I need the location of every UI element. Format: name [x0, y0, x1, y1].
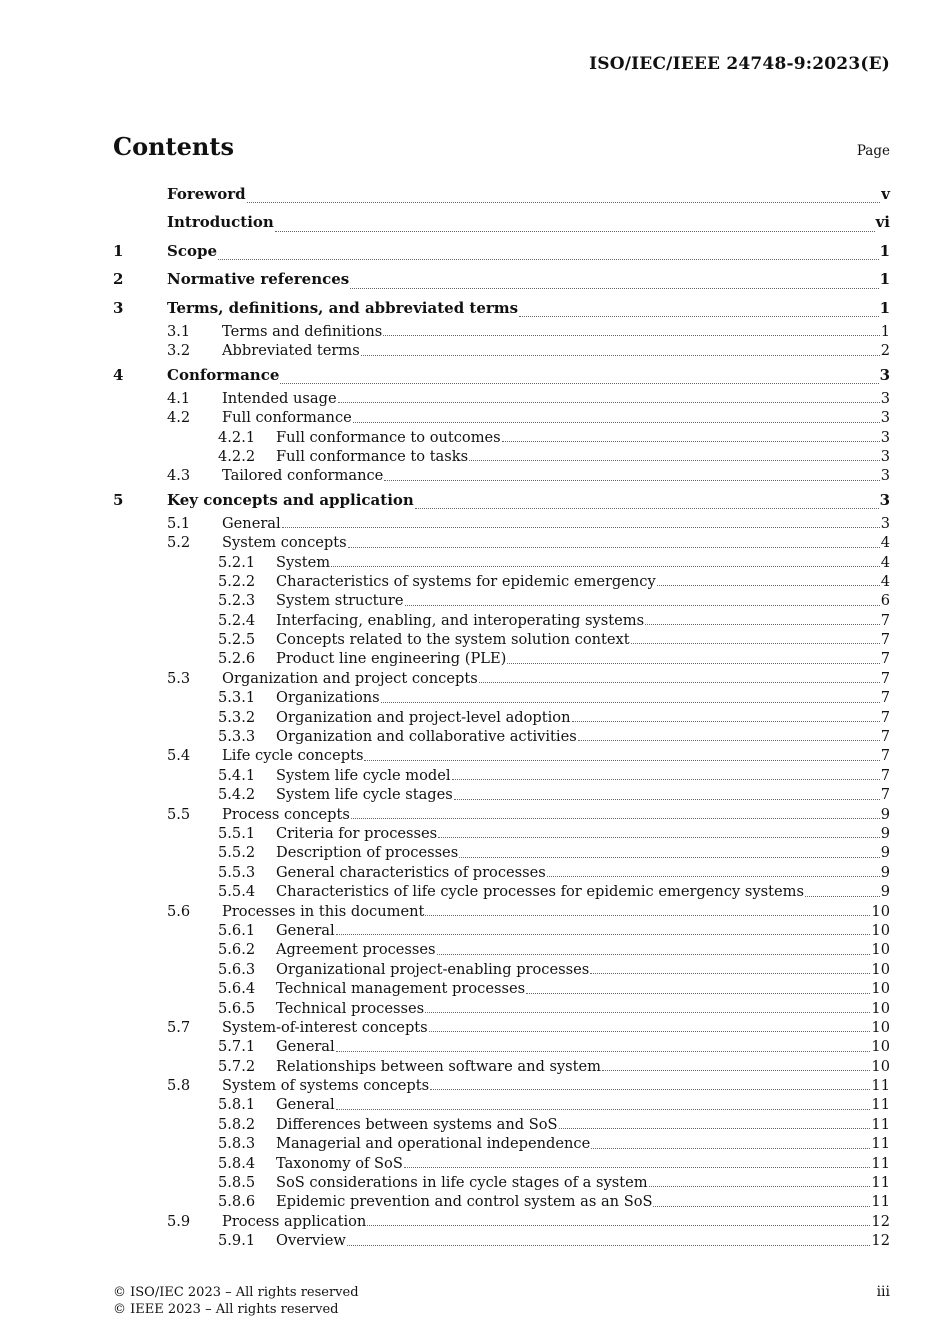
toc-entry[interactable]: [113, 572, 890, 591]
toc-entry-number: 5.3.2: [218, 708, 256, 726]
toc-entry-page[interactable]: 7: [880, 689, 890, 707]
toc-entry-number: 5.7.1: [218, 1038, 256, 1056]
toc-dot-leader: [425, 1011, 870, 1013]
toc-entry[interactable]: [113, 265, 890, 294]
toc-dot-leader: [275, 230, 875, 232]
toc-entry-page[interactable]: 1: [879, 298, 890, 317]
toc-entry-number: 5.3: [167, 669, 191, 687]
toc-dot-leader: [454, 798, 880, 800]
toc-dot-leader: [430, 1088, 870, 1090]
toc-entry-number: 5.6.3: [218, 960, 256, 978]
toc-entry-title[interactable]: Conformance: [167, 365, 280, 384]
footer-copyright: [113, 1285, 359, 1318]
toc-entry-number: 5.8.2: [218, 1115, 256, 1133]
toc-entry-number: 5.6.5: [218, 999, 256, 1017]
toc-entry-page[interactable]: 3: [880, 514, 890, 532]
toc-dot-leader: [645, 623, 880, 625]
toc-dot-leader: [590, 972, 870, 974]
toc-entry-title[interactable]: Scope: [167, 241, 218, 260]
toc-entry-number: 4.1: [167, 389, 191, 407]
toc-entry[interactable]: [113, 237, 890, 266]
toc-entry-number: 5.6.2: [218, 941, 256, 959]
toc-entry-number: 5.8.3: [218, 1135, 256, 1153]
toc-dot-leader: [338, 401, 880, 403]
toc-entry-title[interactable]: Tailored conformance: [222, 467, 384, 485]
toc-entry-title[interactable]: Agreement processes: [276, 941, 436, 959]
toc-entry-number: 3.2: [167, 342, 191, 360]
toc-entry[interactable]: [113, 882, 890, 901]
toc-entry-title[interactable]: Full conformance to tasks: [276, 447, 469, 465]
toc-entry-number: 5.4: [167, 747, 191, 765]
toc-entry[interactable]: [113, 1057, 890, 1076]
toc-entry-title[interactable]: General: [222, 514, 281, 532]
toc-entry-title[interactable]: General: [276, 1038, 335, 1056]
toc-entry-number: 4: [113, 365, 124, 384]
toc-entry-page[interactable]: 11: [871, 1193, 890, 1211]
toc-dot-leader: [383, 334, 879, 336]
toc-entry[interactable]: [113, 630, 890, 649]
toc-entry-page[interactable]: 3: [880, 428, 890, 446]
toc-entry[interactable]: [113, 843, 890, 862]
toc-entry-page[interactable]: 4: [880, 534, 890, 552]
toc-entry[interactable]: [113, 591, 890, 610]
toc-entry-title[interactable]: Description of processes: [276, 844, 459, 862]
toc-entry-title[interactable]: Life cycle concepts: [222, 747, 364, 765]
toc-dot-leader: [415, 507, 879, 509]
page-column-label: Page: [856, 143, 890, 159]
toc-entry-number: 5.5.1: [218, 824, 256, 842]
toc-entry-page[interactable]: 9: [880, 863, 890, 881]
toc-entry-page[interactable]: 3: [880, 467, 890, 485]
toc-entry-number: 5.2: [167, 534, 191, 552]
toc-dot-leader: [336, 1108, 871, 1110]
toc-entry[interactable]: [113, 1154, 890, 1173]
toc-entry[interactable]: [113, 960, 890, 979]
toc-entry-page[interactable]: v: [881, 185, 890, 203]
toc-entry-title[interactable]: Relationships between software and system: [276, 1057, 602, 1075]
toc-entry-page[interactable]: 10: [871, 941, 890, 959]
toc-entry-title[interactable]: Organization and project concepts: [222, 669, 478, 687]
toc-entry-number: 5.2.5: [218, 631, 256, 649]
toc-entry-number: 5.5.4: [218, 883, 256, 901]
toc-entry-page[interactable]: 7: [880, 650, 890, 668]
toc-entry-title[interactable]: System of systems concepts: [222, 1077, 430, 1095]
toc-entry-title[interactable]: Processes in this document: [222, 902, 425, 920]
toc-entry-page[interactable]: 3: [880, 447, 890, 465]
toc-entry[interactable]: [113, 1134, 890, 1153]
toc-entry-page[interactable]: 11: [871, 1096, 890, 1114]
toc-dot-leader: [336, 933, 871, 935]
toc-entry-number: 5.1: [167, 514, 191, 532]
toc-entry-number: 5.9: [167, 1212, 191, 1230]
toc-entry-title[interactable]: Epidemic prevention and control system as an SoS: [276, 1193, 653, 1211]
toc-entry-page[interactable]: 11: [871, 1077, 890, 1095]
toc-dot-leader: [384, 479, 879, 481]
toc-entry-number: 5.6: [167, 902, 191, 920]
toc-entry-title[interactable]: Terms and definitions: [222, 323, 383, 340]
toc-entry-number: 4.2.2: [218, 447, 256, 465]
toc-entry-page[interactable]: 7: [880, 728, 890, 746]
toc-entry-number: 5.8.6: [218, 1193, 256, 1211]
toc-dot-leader: [351, 817, 880, 819]
toc-entry-title[interactable]: Organizations: [276, 689, 380, 707]
toc-dot-leader: [572, 720, 880, 722]
toc-entry-number: 5.6.1: [218, 921, 256, 939]
toc-entry[interactable]: [113, 361, 890, 389]
toc-entry-title[interactable]: System structure: [276, 592, 404, 610]
toc-entry[interactable]: [113, 294, 890, 323]
toc-entry-page[interactable]: 1: [880, 323, 890, 340]
toc-entry[interactable]: [113, 486, 890, 514]
toc-entry[interactable]: [113, 824, 890, 843]
toc-entry[interactable]: [113, 428, 890, 447]
toc-entry-title[interactable]: Organization and collaborative activities: [276, 728, 577, 746]
toc-entry-title[interactable]: Characteristics of life cycle processes for epidemic emergency systems: [276, 883, 804, 901]
toc-entry-title[interactable]: Abbreviated terms: [222, 342, 360, 360]
toc-entry-page[interactable]: 2: [880, 342, 890, 360]
toc-entry-number: 5.2.4: [218, 611, 256, 629]
toc-dot-leader: [336, 1050, 871, 1052]
toc-entry-page[interactable]: 3: [879, 490, 890, 509]
toc-entry[interactable]: [113, 1173, 890, 1192]
toc-entry[interactable]: [113, 389, 890, 408]
table-of-contents: [113, 180, 890, 1251]
toc-entry-title[interactable]: SoS considerations in life cycle stages of a system: [276, 1174, 648, 1192]
toc-entry[interactable]: [113, 466, 890, 485]
toc-dot-leader: [559, 1127, 871, 1129]
toc-dot-leader: [347, 1244, 871, 1246]
toc-entry-number: 5.3.3: [218, 728, 256, 746]
toc-dot-leader: [805, 895, 880, 897]
toc-entry[interactable]: [113, 341, 890, 360]
toc-dot-leader: [364, 759, 879, 761]
toc-entry-number: 5.2.6: [218, 650, 256, 668]
toc-entry-number: 5.8.5: [218, 1174, 256, 1192]
toc-entry[interactable]: [113, 999, 890, 1018]
toc-entry[interactable]: [113, 805, 890, 824]
copyright-iso: © ISO/IEC 2023 – All rights reserved: [113, 1285, 359, 1300]
toc-entry-number: 4.2.1: [218, 428, 256, 446]
toc-dot-leader: [519, 315, 878, 317]
toc-entry-number: 4.2: [167, 409, 191, 427]
toc-entry[interactable]: [113, 611, 890, 630]
toc-entry[interactable]: [113, 940, 890, 959]
toc-entry-page[interactable]: 10: [871, 1038, 890, 1056]
toc-entry-title[interactable]: General: [276, 1096, 335, 1114]
toc-entry[interactable]: [113, 1095, 890, 1114]
toc-entry-title[interactable]: Differences between systems and SoS: [276, 1115, 558, 1133]
toc-dot-leader: [602, 1069, 870, 1071]
toc-entry-page[interactable]: 7: [880, 631, 890, 649]
footer-page-number: iii: [876, 1284, 890, 1300]
toc-entry-page[interactable]: 11: [871, 1174, 890, 1192]
toc-entry[interactable]: [113, 1192, 890, 1211]
toc-dot-leader: [438, 836, 880, 838]
toc-entry-title[interactable]: Introduction: [167, 213, 274, 231]
toc-entry[interactable]: [113, 979, 890, 998]
toc-entry-title[interactable]: System: [276, 553, 331, 571]
toc-entry-title[interactable]: Criteria for processes: [276, 824, 438, 842]
toc-dot-leader: [218, 258, 879, 260]
toc-dot-leader: [578, 739, 880, 741]
contents-title: Contents: [113, 132, 234, 161]
toc-dot-leader: [331, 565, 880, 567]
toc-entry-number: 5.3.1: [218, 689, 256, 707]
toc-dot-leader: [429, 1030, 871, 1032]
toc-entry-title[interactable]: Interfacing, enabling, and interoperating systems: [276, 611, 645, 629]
toc-entry-title[interactable]: Taxonomy of SoS: [276, 1154, 403, 1172]
toc-dot-leader: [404, 1166, 871, 1168]
toc-entry-page[interactable]: 9: [880, 844, 890, 862]
toc-dot-leader: [437, 953, 871, 955]
toc-entry[interactable]: [113, 180, 890, 208]
toc-dot-leader: [367, 1224, 870, 1226]
toc-dot-leader: [452, 778, 880, 780]
toc-entry-number: 5.4.2: [218, 786, 256, 804]
toc-entry-title[interactable]: Managerial and operational independence: [276, 1135, 591, 1153]
toc-entry-page[interactable]: 6: [880, 592, 890, 610]
toc-entry-number: 5.5.3: [218, 863, 256, 881]
toc-entry-title[interactable]: Product line engineering (PLE): [276, 650, 507, 668]
toc-entry[interactable]: [113, 1037, 890, 1056]
toc-entry-title[interactable]: Organizational project-enabling processes: [276, 960, 590, 978]
toc-entry-page[interactable]: 7: [880, 611, 890, 629]
toc-entry-page[interactable]: 9: [880, 805, 890, 823]
toc-entry-page[interactable]: 4: [880, 572, 890, 590]
toc-entry-page[interactable]: 12: [871, 1212, 890, 1230]
toc-entry-number: 5.8.1: [218, 1096, 256, 1114]
toc-entry-page[interactable]: 11: [871, 1154, 890, 1172]
toc-dot-leader: [405, 604, 880, 606]
toc-entry-title[interactable]: Process concepts: [222, 805, 350, 823]
toc-entry[interactable]: [113, 1231, 890, 1250]
toc-entry[interactable]: [113, 208, 890, 237]
toc-dot-leader: [425, 914, 870, 916]
toc-entry-title[interactable]: Process application: [222, 1212, 367, 1230]
copyright-ieee: © IEEE 2023 – All rights reserved: [113, 1301, 339, 1317]
toc-entry-page[interactable]: 3: [880, 389, 890, 407]
toc-entry[interactable]: [113, 921, 890, 940]
toc-entry-title[interactable]: Overview: [276, 1232, 346, 1250]
toc-entry-title[interactable]: Full conformance to outcomes: [276, 428, 501, 446]
toc-entry-number: 5.2.2: [218, 572, 256, 590]
toc-entry-title[interactable]: Technical management processes: [276, 980, 526, 998]
toc-dot-leader: [348, 546, 880, 548]
toc-entry-page[interactable]: 10: [871, 960, 890, 978]
toc-entry-number: 1: [113, 241, 124, 260]
toc-entry-page[interactable]: 3: [880, 409, 890, 427]
toc-entry[interactable]: [113, 1076, 890, 1095]
toc-entry-number: 5.8: [167, 1077, 191, 1095]
toc-entry-number: 5.6.4: [218, 980, 256, 998]
toc-entry[interactable]: [113, 902, 890, 921]
toc-dot-leader: [280, 382, 878, 384]
toc-entry-title[interactable]: Characteristics of systems for epidemic emergency: [276, 572, 656, 590]
toc-entry-page[interactable]: 10: [871, 980, 890, 998]
toc-entry-page[interactable]: 3: [879, 365, 890, 384]
toc-entry-number: 5: [113, 490, 124, 509]
toc-entry[interactable]: [113, 1212, 890, 1231]
toc-entry-title[interactable]: General: [276, 921, 335, 939]
toc-entry-page[interactable]: 9: [880, 824, 890, 842]
toc-dot-leader: [459, 856, 880, 858]
toc-dot-leader: [469, 459, 880, 461]
toc-entry-page[interactable]: 10: [871, 1057, 890, 1075]
toc-entry-title[interactable]: System concepts: [222, 534, 347, 552]
toc-entry-number: 5.5: [167, 805, 191, 823]
toc-entry-page[interactable]: 11: [871, 1135, 890, 1153]
toc-entry-page[interactable]: 11: [871, 1115, 890, 1133]
toc-dot-leader: [653, 1205, 870, 1207]
toc-entry-title[interactable]: System-of-interest concepts: [222, 1018, 428, 1036]
toc-dot-leader: [649, 1185, 871, 1187]
toc-entry-page[interactable]: 10: [871, 921, 890, 939]
toc-entry-page[interactable]: 7: [880, 669, 890, 687]
toc-entry[interactable]: [113, 514, 890, 533]
toc-entry-number: 5.4.1: [218, 766, 256, 784]
toc-entry-number: 5.5.2: [218, 844, 256, 862]
toc-entry[interactable]: [113, 649, 890, 668]
toc-dot-leader: [479, 681, 880, 683]
toc-entry-number: 5.9.1: [218, 1232, 256, 1250]
standard-identifier: ISO/IEC/IEEE 24748-9:2023(E): [589, 54, 890, 74]
toc-dot-leader: [507, 662, 879, 664]
toc-entry[interactable]: [113, 447, 890, 466]
toc-entry-number: 5.2.1: [218, 553, 256, 571]
toc-entry-page[interactable]: 7: [880, 786, 890, 804]
toc-entry-page[interactable]: 10: [871, 999, 890, 1017]
toc-entry-page[interactable]: 7: [880, 766, 890, 784]
toc-entry-title[interactable]: Technical processes: [276, 999, 425, 1017]
toc-entry-title[interactable]: General characteristics of processes: [276, 863, 546, 881]
toc-entry-title[interactable]: Intended usage: [222, 389, 337, 407]
toc-dot-leader: [353, 421, 880, 423]
toc-entry[interactable]: [113, 1018, 890, 1037]
toc-entry[interactable]: [113, 727, 890, 746]
toc-dot-leader: [350, 287, 878, 289]
toc-entry[interactable]: [113, 322, 890, 341]
toc-entry-number: 2: [113, 270, 124, 288]
toc-entry-title[interactable]: Foreword: [167, 185, 246, 203]
toc-entry-page[interactable]: 9: [880, 883, 890, 901]
toc-entry-number: 5.8.4: [218, 1154, 256, 1172]
toc-entry-title[interactable]: Terms, definitions, and abbreviated terms: [167, 298, 519, 317]
toc-entry-page[interactable]: 7: [880, 747, 890, 765]
toc-entry-page[interactable]: 10: [871, 1018, 890, 1036]
toc-entry-title[interactable]: Concepts related to the system solution context: [276, 631, 630, 649]
toc-dot-leader: [361, 354, 880, 356]
toc-entry-number: 5.2.3: [218, 592, 256, 610]
toc-entry-number: 3.1: [167, 323, 191, 340]
toc-entry[interactable]: [113, 708, 890, 727]
toc-entry-title[interactable]: System life cycle stages: [276, 786, 453, 804]
toc-dot-leader: [526, 992, 870, 994]
toc-entry-title[interactable]: System life cycle model: [276, 766, 451, 784]
toc-entry[interactable]: [113, 533, 890, 552]
toc-entry[interactable]: [113, 746, 890, 765]
toc-entry[interactable]: [113, 408, 890, 427]
toc-dot-leader: [547, 875, 880, 877]
toc-entry-title[interactable]: Full conformance: [222, 409, 352, 427]
toc-entry-page[interactable]: 10: [871, 902, 890, 920]
toc-entry[interactable]: [113, 1115, 890, 1134]
toc-entry-page[interactable]: 1: [879, 241, 890, 260]
toc-dot-leader: [631, 642, 880, 644]
toc-entry-number: 4.3: [167, 467, 191, 485]
toc-dot-leader: [591, 1147, 870, 1149]
toc-entry-page[interactable]: 4: [880, 553, 890, 571]
toc-dot-leader: [657, 584, 880, 586]
toc-dot-leader: [282, 526, 880, 528]
toc-entry-page[interactable]: vi: [875, 213, 890, 231]
toc-dot-leader: [381, 701, 880, 703]
toc-entry-number: 3: [113, 298, 124, 317]
toc-entry-title[interactable]: Key concepts and application: [167, 490, 414, 509]
toc-entry-number: 5.7: [167, 1018, 191, 1036]
toc-entry-page[interactable]: 7: [880, 708, 890, 726]
toc-entry-title[interactable]: Organization and project-level adoption: [276, 708, 571, 726]
toc-entry[interactable]: [113, 766, 890, 785]
toc-entry-number: 5.7.2: [218, 1057, 256, 1075]
toc-entry[interactable]: [113, 553, 890, 572]
toc-entry[interactable]: [113, 669, 890, 688]
toc-entry-page[interactable]: 12: [871, 1232, 890, 1250]
toc-entry[interactable]: [113, 785, 890, 804]
toc-dot-leader: [502, 440, 880, 442]
toc-entry-page[interactable]: 1: [879, 270, 890, 288]
toc-entry-title[interactable]: Normative references: [167, 270, 350, 288]
toc-entry[interactable]: [113, 863, 890, 882]
toc-dot-leader: [247, 201, 881, 203]
toc-entry[interactable]: [113, 688, 890, 707]
